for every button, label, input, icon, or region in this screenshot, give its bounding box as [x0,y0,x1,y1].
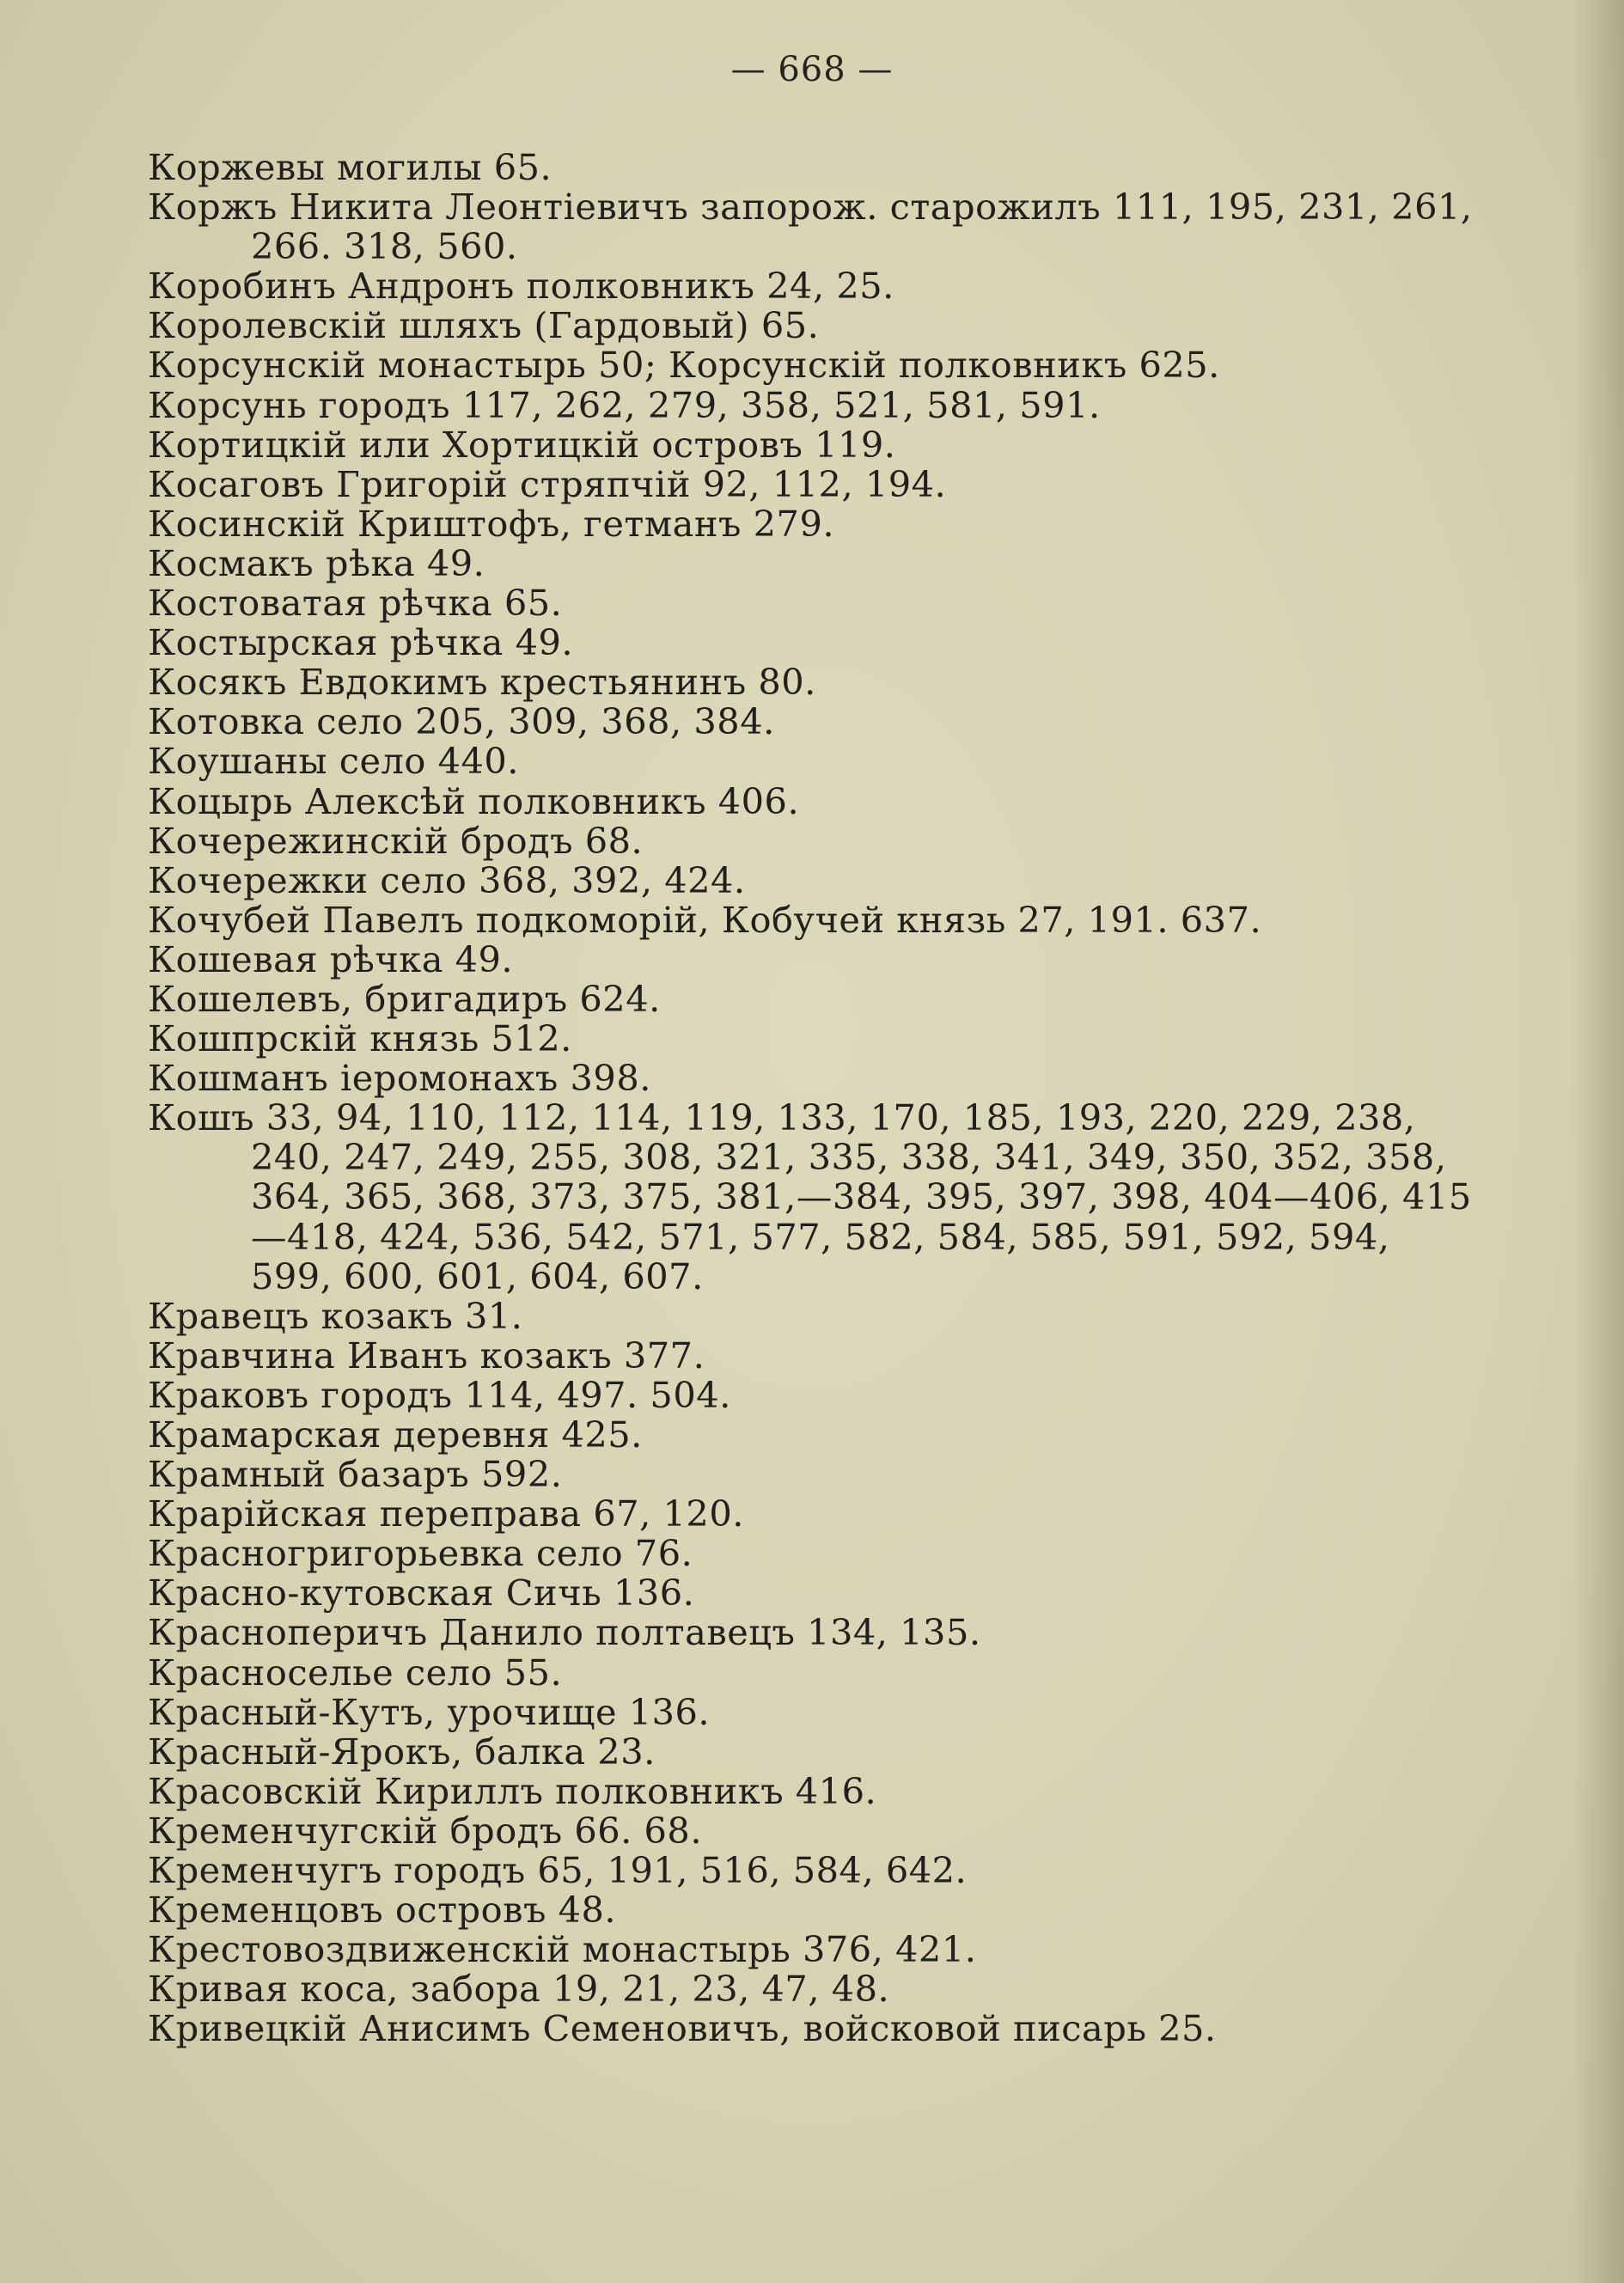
index-entry: Красноселье село 55. [148,1651,563,1694]
index-entry: Костырская рѣчка 49. [148,621,574,664]
index-entry: Кравчина Иванъ козакъ 377. [148,1334,705,1377]
index-entry: Крамный базаръ 592. [148,1453,563,1496]
index-entry: Кривая коса, забора 19, 21, 23, 47, 48. [148,1968,890,2011]
index-entry: Красноперичъ Данило полтавецъ 134, 135. [148,1611,981,1654]
index-entry: Кременчугъ городъ 65, 191, 516, 584, 642. [148,1849,968,1892]
index-entry: Кременцовъ островъ 48. [148,1889,617,1932]
index-entry: Кривецкій Анисимъ Семеновичъ, войсковой писарь 25. [148,2007,1217,2050]
index-entry: Кошпрскій князь 512. [148,1017,572,1060]
index-entry: Красный-Ярокъ, балка 23. [148,1730,656,1773]
index-entry: Космакъ рѣка 49. [148,541,485,584]
index-entry: Коржъ Никита Леонтіевичъ запорож. старожилъ 111, 195, 231, 261, 266. 318, 560. [148,186,1473,268]
index-entry: Кочережинскій бродъ 68. [148,819,644,862]
index-entry: Королевскій шляхъ (Гардовый) 65. [148,304,820,347]
index-entry: Кошевая рѣчка 49. [148,937,514,980]
index-entry: Коцырь Алексѣй полковникъ 406. [148,779,800,822]
index-entry: Котовка село 205, 309, 368, 384. [148,700,775,743]
index-entry: Кошманъ іеромонахъ 398. [148,1057,651,1100]
index-entry: Кравецъ козакъ 31. [148,1294,523,1337]
index-entry: Красный-Кутъ, урочище 136. [148,1690,711,1733]
index-entry: Косинскій Криштофъ, гетманъ 279. [148,502,835,545]
index-entry: Коржевы могилы 65. [148,146,553,188]
index-entries [148,148,1480,2049]
index-entry: Кортицкій или Хортицкій островъ 119. [148,423,896,466]
index-entry: Красовскій Кириллъ полковникъ 416. [148,1769,877,1812]
index-entry: Красно-кутовская Сичь 136. [148,1572,695,1615]
page-edge-shadow [1572,0,1624,2283]
index-entry: Косаговъ Григорій стряпчій 92, 112, 194. [148,462,947,505]
index-entry: Кременчугскій бродъ 66. 68. [148,1809,703,1852]
index-entry: Кочубей Павелъ подкоморій, Кобучей князь 27, 191. 637. [148,898,1262,941]
index-entry: Костоватая рѣчка 65. [148,582,563,625]
index-entry: Коушаны село 440. [148,740,519,783]
index-entry: Кошъ 33, 94, 110, 112, 114, 119, 133, 170, 185, 193, 220, 229, 238, 240, 247, 249, 255, 308, 321, 335, 338, 341, 349, 350, 352, 358, 364, 365, 368, 373, 375, 381,—384, 395, 397, 398, 404—406, 415—418, 424, 536, 542, 571, 577, 582, 584, 585, 591, 592, 594, 599, 600, 601, 604, 607. [148,1096,1472,1297]
index-entry: Коробинъ Андронъ полковникъ 24, 25. [148,265,894,308]
index-entry: Крестовоздвиженскій монастырь 376, 421. [148,1928,977,1971]
index-entry: Краковъ городъ 114, 497. 504. [148,1373,731,1416]
index-entry: Кошелевъ, бригадиръ 624. [148,977,661,1020]
index-entry: Крарійская переправа 67, 120. [148,1492,744,1535]
index-entry: Красногригорьевка село 76. [148,1532,693,1575]
index-entry: Корсунь городъ 117, 262, 279, 358, 521, 581, 591. [148,383,1101,426]
index-entry: Косякъ Евдокимъ крестьянинъ 80. [148,661,816,704]
index-entry: Кочережки село 368, 392, 424. [148,858,746,901]
index-entry: Крамарская деревня 425. [148,1413,643,1456]
index-entry: Корсунскій монастырь 50; Корсунскій полковникъ 625. [148,344,1220,387]
page-number: — 668 — [730,50,894,89]
